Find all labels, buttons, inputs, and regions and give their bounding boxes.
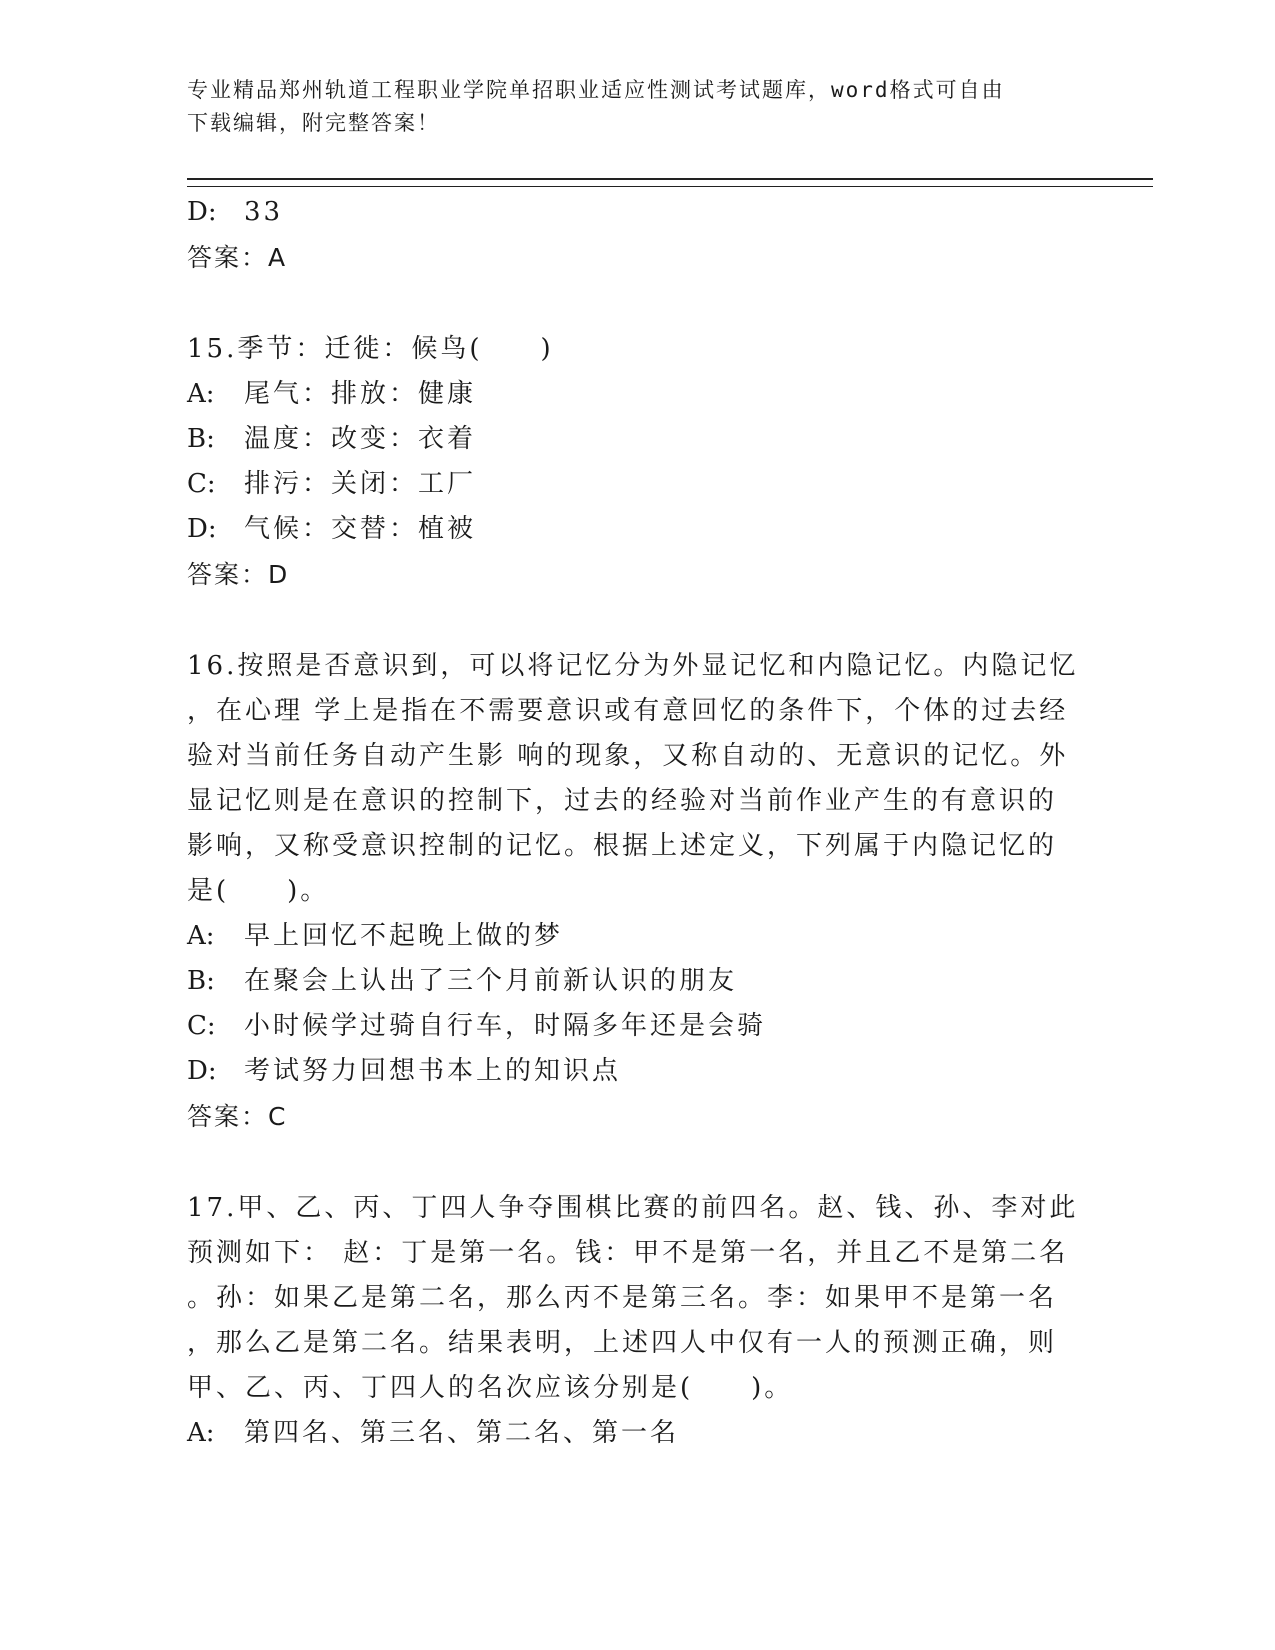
q16-option-d (187, 1049, 1087, 1094)
option-key: A: (187, 379, 215, 409)
q17-stem-line-3: 。孙：如果乙是第二名，那么丙不是第三名。李：如果甲不是第一名 (187, 1283, 1058, 1313)
q16-stem-line-4: 显记忆则是在意识的控制下，过去的经验对当前作业产生的有意识的 (187, 786, 1058, 816)
option-key: B: (187, 966, 215, 996)
header-divider (187, 178, 1153, 187)
q16-option-a (187, 914, 1087, 959)
option-text: 温度：改变：衣着 (244, 424, 477, 454)
q15-option-d (187, 507, 1087, 552)
option-key: D: (187, 514, 217, 544)
option-text: 尾气：排放：健康 (244, 379, 477, 409)
q15-stem: 15.季节：迁徙：候鸟( ) (187, 334, 554, 364)
q16-stem (187, 644, 1087, 914)
option-key: D: (187, 1056, 217, 1086)
q15-option-c (187, 462, 1087, 507)
answer-label: 答案： (187, 1102, 269, 1131)
q17-stem-line-4: ，那么乙是第二名。结果表明，上述四人中仅有一人的预测正确，则 (187, 1328, 1058, 1358)
q15-option-a (187, 372, 1087, 417)
option-key: A: (187, 1418, 215, 1448)
option-text: 33 (244, 197, 284, 227)
q16-stem-line-3: 验对当前任务自动产生影 响的现象，又称自动的、无意识的记忆。外 (187, 741, 1069, 771)
q16-option-b (187, 959, 1087, 1004)
q16-option-c (187, 1004, 1087, 1049)
option-text: 考试努力回想书本上的知识点 (244, 1056, 622, 1086)
q14-answer (187, 235, 1087, 280)
q15-answer (187, 552, 1087, 597)
option-key: D: (187, 197, 217, 227)
option-text: 气候：交替：植被 (244, 514, 477, 544)
q16-stem-line-6: 是( )。 (187, 876, 330, 906)
q16-stem-line-5: 影响，又称受意识控制的记忆。根据上述定义，下列属于内隐记忆的 (187, 831, 1058, 861)
option-text: 小时候学过骑自行车，时隔多年还是会骑 (244, 1011, 767, 1041)
page-header (187, 74, 1067, 140)
spacer (187, 280, 1087, 327)
q17-stem-line-5: 甲、乙、丙、丁四人的名次应该分别是( )。 (187, 1373, 794, 1403)
spacer (187, 597, 1087, 644)
q17-stem-line-1: 17.甲、乙、丙、丁四人争夺围棋比赛的前四名。赵、钱、孙、李对此 (187, 1193, 1079, 1223)
answer-value: C (268, 1102, 286, 1131)
answer-value: A (268, 243, 286, 272)
answer-label: 答案： (187, 243, 269, 272)
option-key: B: (187, 424, 215, 454)
option-key: C: (187, 469, 216, 499)
question-content (187, 190, 1087, 1456)
option-text: 早上回忆不起晚上做的梦 (244, 921, 564, 951)
option-key: C: (187, 1011, 216, 1041)
option-text: 排污：关闭：工厂 (244, 469, 477, 499)
q17-stem-line-2: 预测如下： 赵：丁是第一名。钱：甲不是第一名，并且乙不是第二名 (187, 1238, 1069, 1268)
q15-option-b (187, 417, 1087, 462)
q16-answer (187, 1094, 1087, 1139)
header-line-1: 专业精品郑州轨道工程职业学院单招职业适应性测试考试题库，word格式可自由 (187, 78, 1005, 102)
q17-stem (187, 1186, 1087, 1411)
option-key: A: (187, 921, 215, 951)
q14-option-d (187, 190, 1087, 235)
option-text: 第四名、第三名、第二名、第一名 (244, 1418, 680, 1448)
option-text: 在聚会上认出了三个月前新认识的朋友 (244, 966, 738, 996)
header-line-2: 下载编辑，附完整答案！ (187, 111, 440, 135)
answer-value: D (268, 560, 288, 589)
q16-stem-line-2: ，在心理 学上是指在不需要意识或有意回忆的条件下，个体的过去经 (187, 696, 1069, 726)
spacer (187, 1139, 1087, 1186)
answer-label: 答案： (187, 560, 269, 589)
q17-option-a (187, 1411, 1087, 1456)
q16-stem-line-1: 16.按照是否意识到，可以将记忆分为外显记忆和内隐记忆。内隐记忆 (187, 651, 1079, 681)
